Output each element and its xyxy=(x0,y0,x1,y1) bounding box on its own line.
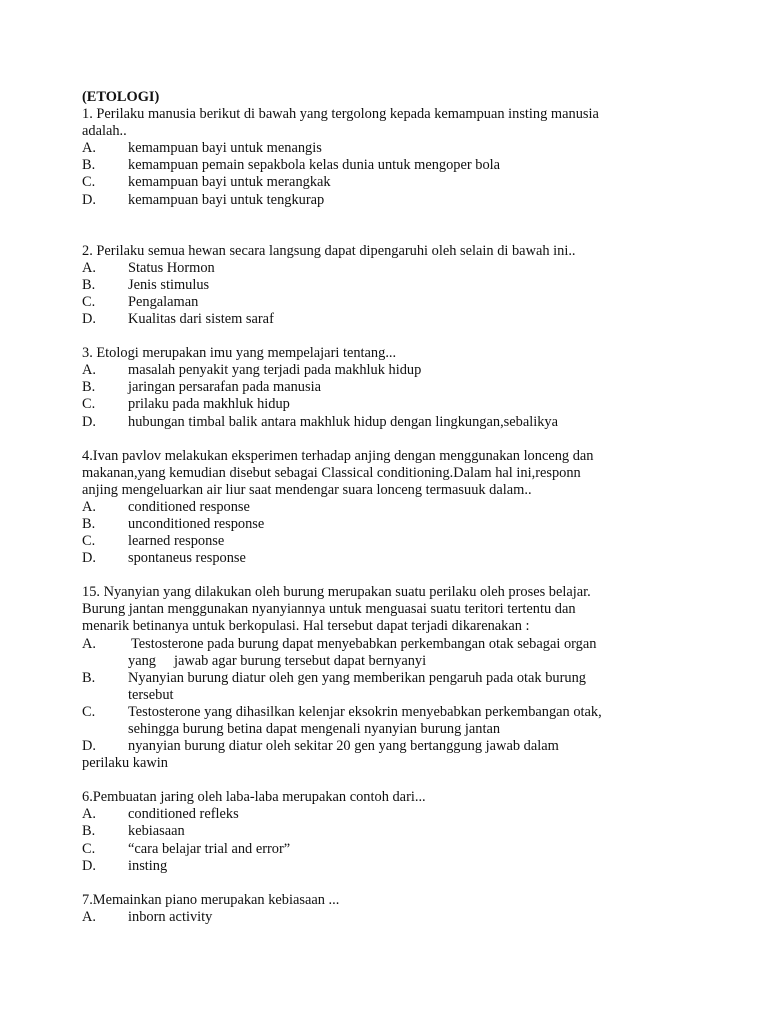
option-b xyxy=(82,277,702,294)
option-text xyxy=(128,670,702,704)
option-text: prilaku pada makhluk hidup xyxy=(128,396,290,413)
option-letter: B. xyxy=(82,669,96,686)
option-letter: B. xyxy=(82,823,96,840)
option-d-continuation: perilaku kawin xyxy=(82,755,168,772)
option-text: hubungan timbal balik antara makhluk hidup dengan lingkungan,sebalikya xyxy=(128,413,559,430)
question-7 xyxy=(82,892,702,926)
option-letter: D. xyxy=(82,311,96,328)
option-text xyxy=(128,704,702,738)
option-text: Jenis stimulus xyxy=(128,276,210,293)
option-letter: C. xyxy=(82,533,96,550)
option-letter: D. xyxy=(82,857,96,874)
option-b xyxy=(82,823,702,840)
option-c xyxy=(82,396,702,413)
option-a xyxy=(82,362,702,379)
option-text: kemampuan bayi untuk merangkak xyxy=(128,174,331,191)
question-stem-line: 6.Pembuatan jaring oleh laba-laba merupakan contoh dari... xyxy=(82,789,426,806)
question-stem-line: Burung jantan menggunakan nyanyiannya untuk menguasai suatu teritori tertentu dan xyxy=(82,601,576,618)
option-a xyxy=(82,260,702,277)
option-text-line: sehingga burung betina dapat mengenali nyanyian burung jantan xyxy=(128,721,501,737)
question-1 xyxy=(82,106,702,209)
option-d xyxy=(82,550,702,567)
option-text: inborn activity xyxy=(128,908,213,925)
option-letter: A. xyxy=(82,635,96,652)
option-d xyxy=(82,738,702,755)
option-letter: D. xyxy=(82,191,96,208)
question-stem-line: adalah.. xyxy=(82,123,127,140)
option-letter: B. xyxy=(82,276,96,293)
option-b xyxy=(82,516,702,533)
question-stem-line: makanan,yang kemudian disebut sebagai Classical conditioning.Dalam hal ini,responn xyxy=(82,464,581,481)
question-stem-line: 3. Etologi merupakan imu yang mempelajari tentang... xyxy=(82,345,397,362)
option-text xyxy=(128,636,702,670)
option-text: Kualitas dari sistem saraf xyxy=(128,311,274,328)
document-title: (ETOLOGI) xyxy=(82,89,160,105)
option-text: kebiasaan xyxy=(128,823,185,840)
option-text: jaringan persarafan pada manusia xyxy=(128,379,321,396)
option-b xyxy=(82,379,702,396)
option-a xyxy=(82,636,702,670)
option-letter: B. xyxy=(82,379,96,396)
question-4 xyxy=(82,448,702,568)
option-text: “cara belajar trial and error” xyxy=(128,840,291,857)
question-3 xyxy=(82,345,702,430)
question-stem-line: 7.Memainkan piano merupakan kebiasaan ... xyxy=(82,891,340,908)
option-text: Pengalaman xyxy=(128,293,199,310)
option-letter: C. xyxy=(82,703,96,720)
document-page xyxy=(82,89,702,943)
option-text-line: Testosterone pada burung dapat menyebabkan perkembangan otak sebagai organ xyxy=(131,635,597,652)
question-6 xyxy=(82,789,702,874)
option-text: conditioned response xyxy=(128,498,250,515)
option-a xyxy=(82,499,702,516)
question-stem-line: anjing mengeluarkan air liur saat mendengar suara lonceng termasuuk dalam.. xyxy=(82,481,532,498)
option-text-line: Nyanyian burung diatur oleh gen yang memberikan pengaruh pada otak burung xyxy=(128,669,586,686)
option-c xyxy=(82,704,702,738)
option-letter: C. xyxy=(82,293,96,310)
option-letter: A. xyxy=(82,498,96,515)
option-a xyxy=(82,806,702,823)
option-text: kemampuan bayi untuk tengkurap xyxy=(128,191,325,208)
option-letter: C. xyxy=(82,396,96,413)
option-letter: A. xyxy=(82,259,96,276)
option-letter: B. xyxy=(82,157,96,174)
option-letter: C. xyxy=(82,840,96,857)
option-c xyxy=(82,294,702,311)
option-a xyxy=(82,140,702,157)
option-text: kemampuan bayi untuk menangis xyxy=(128,140,322,157)
option-text: unconditioned response xyxy=(128,515,265,532)
option-letter: D. xyxy=(82,413,96,430)
option-text-line: yang jawab agar burung tersebut dapat bernyanyi xyxy=(128,652,427,669)
question-stem-line: 4.Ivan pavlov melakukan eksperimen terhadap anjing dengan menggunakan lonceng dan xyxy=(82,447,594,464)
question-15 xyxy=(82,584,702,772)
option-d xyxy=(82,858,702,875)
option-text: masalah penyakit yang terjadi pada makhluk hidup xyxy=(128,362,422,379)
option-letter: A. xyxy=(82,140,96,157)
option-letter: A. xyxy=(82,806,96,823)
option-a xyxy=(82,909,702,926)
option-text: Status Hormon xyxy=(128,259,215,276)
option-letter: D. xyxy=(82,738,96,755)
option-d xyxy=(82,311,702,328)
option-text-line: tersebut xyxy=(128,686,174,703)
question-2 xyxy=(82,243,702,328)
question-stem-line: 15. Nyanyian yang dilakukan oleh burung merupakan suatu perilaku oleh proses belajar. xyxy=(82,584,591,601)
option-b xyxy=(82,670,702,704)
option-text: insting xyxy=(128,857,168,874)
option-text: nyanyian burung diatur oleh sekitar 20 gen yang bertanggung jawab dalam xyxy=(128,738,559,755)
option-letter: C. xyxy=(82,174,96,191)
option-text: kemampuan pemain sepakbola kelas dunia untuk mengoper bola xyxy=(128,157,501,174)
option-letter: D. xyxy=(82,550,96,567)
option-text-line: Testosterone yang dihasilkan kelenjar eksokrin menyebabkan perkembangan otak, xyxy=(128,703,602,720)
question-stem-line: menarik betinanya untuk berkopulasi. Hal tersebut dapat terjadi dikarenakan : xyxy=(82,618,530,635)
option-d xyxy=(82,192,702,209)
option-c xyxy=(82,174,702,191)
option-c xyxy=(82,533,702,550)
option-c xyxy=(82,841,702,858)
question-stem-line: 2. Perilaku semua hewan secara langsung dapat dipengaruhi oleh selain di bawah ini.. xyxy=(82,242,576,259)
question-stem-line: 1. Perilaku manusia berikut di bawah yang tergolong kepada kemampuan insting manusia xyxy=(82,106,599,123)
option-letter: A. xyxy=(82,908,96,925)
option-b xyxy=(82,157,702,174)
option-text: spontaneus response xyxy=(128,550,246,567)
option-text: learned response xyxy=(128,533,225,550)
option-text: conditioned refleks xyxy=(128,806,239,823)
option-letter: A. xyxy=(82,362,96,379)
option-letter: B. xyxy=(82,515,96,532)
option-d xyxy=(82,414,702,431)
